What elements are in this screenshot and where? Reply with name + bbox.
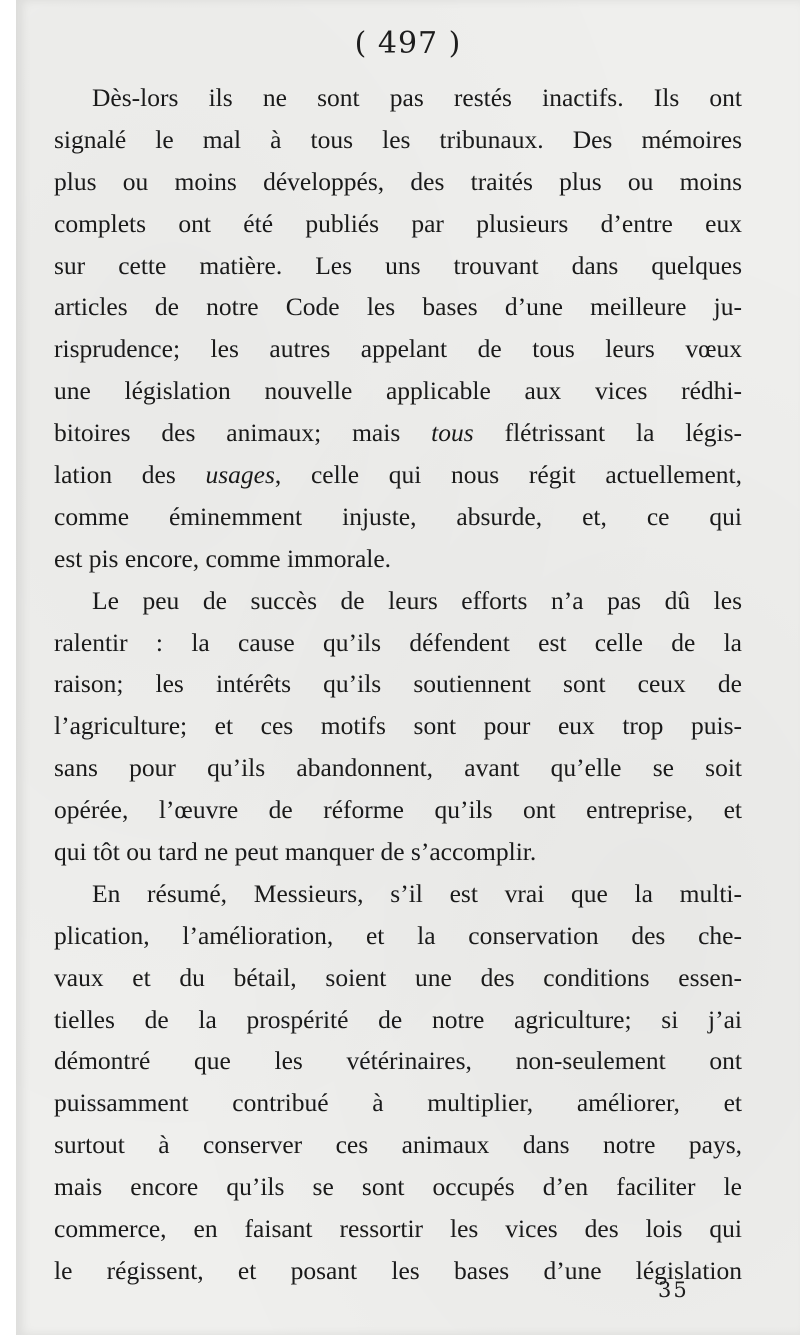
text-segment: Dès-lors ils ne sont pas restés inactifs. Ils ont xyxy=(92,83,742,112)
signature-mark: 35 xyxy=(658,1278,689,1302)
text-segment: mais encore qu’ils se sont occupés d’en faciliter le xyxy=(54,1172,742,1202)
text-segment: flétrissant la légis- xyxy=(473,418,742,448)
text-segment: signalé le mal à tous les tribunaux. Des mémoires xyxy=(54,124,742,154)
text-segment: opérée, l’œuvre de réforme qu’ils ont entreprise, et xyxy=(54,795,742,825)
text-line xyxy=(54,496,742,538)
text-line xyxy=(54,999,742,1041)
text-segment: le régissent, et posant les bases d’une législation xyxy=(54,1255,742,1285)
text-segment: sur cette matière. Les uns trouvant dans quelques xyxy=(54,250,742,280)
text-segment: puissamment contribué à multiplier, améliorer, et xyxy=(54,1088,742,1118)
text-segment: risprudence; les autres appelant de tous leurs vœux xyxy=(54,334,742,364)
text-line xyxy=(54,1124,742,1166)
text-segment: raison; les intérêts qu’ils soutiennent sont ceux de xyxy=(54,669,742,699)
text-segment: articles de notre Code les bases d’une meilleure ju- xyxy=(54,292,742,322)
text-segment: sans pour qu’ils abandonnent, avant qu’elle se soit xyxy=(54,753,742,783)
text-line xyxy=(54,747,742,789)
text-line xyxy=(54,957,742,999)
text-line xyxy=(54,873,742,915)
text-segment: est pis encore, comme immorale. xyxy=(54,543,392,573)
text-segment: l’agriculture; et ces motifs sont pour eux trop puis- xyxy=(54,711,742,741)
text-segment: qui tôt ou tard ne peut manquer de s’accomplir. xyxy=(54,837,537,867)
text-line xyxy=(54,161,742,203)
book-page xyxy=(16,0,800,1335)
text-segment: plus ou moins développés, des traités plus ou moins xyxy=(54,166,742,196)
text-segment: comme éminemment injuste, absurde, et, ce qui xyxy=(54,501,742,531)
text-line xyxy=(54,1166,742,1208)
text-line xyxy=(54,1082,742,1124)
text-segment: démontré que les vétérinaires, non-seulement ont xyxy=(54,1046,742,1076)
text-line xyxy=(54,1040,742,1082)
text-line xyxy=(54,622,742,664)
italic-word: usages xyxy=(205,460,275,490)
text-line xyxy=(54,203,742,245)
text-segment: plication, l’amélioration, et la conservation des che- xyxy=(54,920,742,950)
text-line xyxy=(54,1208,742,1250)
text-line xyxy=(54,370,742,412)
text-line xyxy=(54,286,742,328)
text-line xyxy=(54,538,742,580)
text-line xyxy=(54,580,742,622)
text-segment: bitoires des animaux; mais xyxy=(54,418,432,448)
text-line xyxy=(54,119,742,161)
text-segment: une législation nouvelle applicable aux vices rédhi- xyxy=(54,376,742,406)
text-segment: commerce, en faisant ressortir les vices des lois qui xyxy=(54,1214,742,1244)
text-segment: lation des xyxy=(54,460,206,490)
text-segment: En résumé, Messieurs, s’il est vrai que la multi- xyxy=(92,878,742,908)
text-line xyxy=(54,663,742,705)
text-line xyxy=(54,705,742,747)
text-segment: Le peu de succès de leurs efforts n’a pas dû les xyxy=(92,585,742,615)
text-segment: vaux et du bétail, soient une des conditions essen- xyxy=(54,962,742,992)
text-line xyxy=(54,328,742,370)
page-number: ( 497 ) xyxy=(354,26,462,61)
text-line xyxy=(54,831,742,873)
text-line xyxy=(54,1250,742,1292)
italic-word: tous xyxy=(431,418,474,448)
text-line xyxy=(54,245,742,287)
text-segment: tielles de la prospérité de notre agriculture; si j’ai xyxy=(54,1004,742,1034)
text-line xyxy=(54,789,742,831)
text-line xyxy=(54,915,742,957)
text-segment: complets ont été publiés par plusieurs d’entre eux xyxy=(54,208,742,238)
body-text xyxy=(54,77,742,1292)
text-segment: surtout à conserver ces animaux dans notre pays, xyxy=(54,1130,742,1160)
text-line xyxy=(54,412,742,454)
text-line xyxy=(54,454,742,496)
text-segment: ralentir : la cause qu’ils défendent est celle de la xyxy=(54,627,742,657)
text-segment: , celle qui nous régit actuellement, xyxy=(274,460,742,490)
text-line xyxy=(54,77,742,119)
